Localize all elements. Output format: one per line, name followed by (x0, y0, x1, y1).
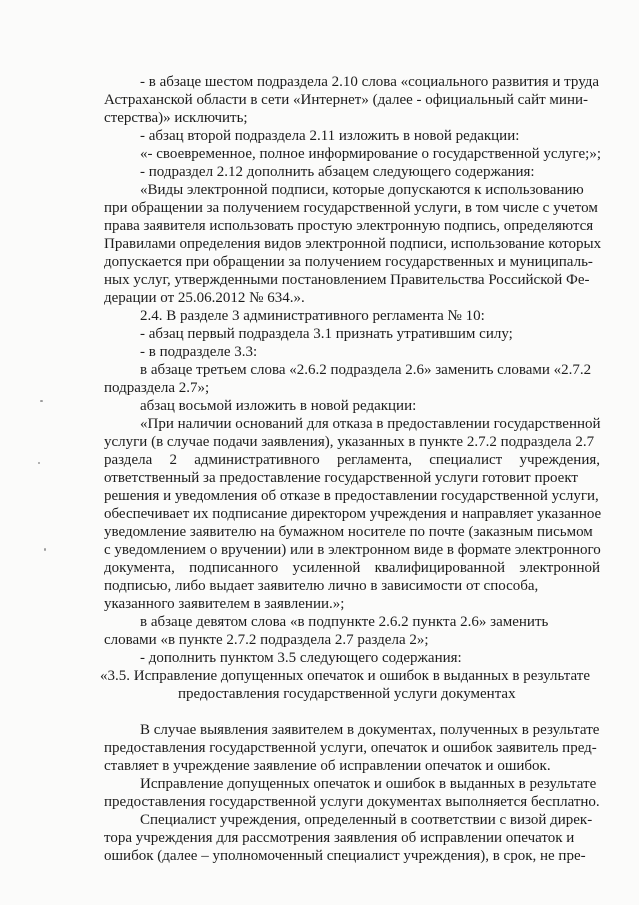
text-line: - в подразделе 3.3: (140, 344, 258, 360)
text-line: В случае выявления заявителем в документах, полученных в результате (140, 722, 600, 738)
text-line: при обращении за получением государственной услуги, в том числе с учетом (104, 200, 598, 216)
text-line: услуги (в случае подачи заявления), указанных в пункте 2.7.2 подраздела 2.7 (104, 434, 595, 450)
text-line: Специалист учреждения, определенный в соответствии с визой дирек- (140, 812, 593, 828)
scan-speck (38, 462, 40, 464)
text-line: стерства)» исключить; (104, 110, 248, 126)
text-line: допускается при обращении за получением государственных и муниципаль- (104, 254, 593, 270)
text-line: решения и уведомления об отказе в предоставлении государственной услуги, (104, 488, 599, 504)
text-line: с уведомлением о вручении) или в электронном виде в формате электронного (104, 542, 601, 558)
text-line: документа, подписанного усиленной квалифицированной электронной (104, 560, 600, 576)
text-line: абзац восьмой изложить в новой редакции: (140, 398, 417, 414)
text-line: в абзаце девятом слова «в подпункте 2.6.2 пункта 2.6» заменить (140, 614, 549, 630)
text-line: - абзац первый подраздела 3.1 признать утратившим силу; (140, 326, 513, 342)
text-line: ставляет в учреждение заявление об исправлении опечаток и ошибок. (104, 758, 551, 774)
text-line: Исправление допущенных опечаток и ошибок в выданных в результате (140, 776, 597, 792)
text-line: «При наличии оснований для отказа в предоставлении государственной (140, 416, 601, 432)
text-line: Правилами определения видов электронной подписи, использование которых (104, 236, 602, 252)
text-line: уведомление заявителю на бумажном носителе по почте (заказным письмом (104, 524, 593, 540)
text-line: предоставления государственной услуги, опечаток и ошибок заявитель пред- (104, 740, 597, 756)
text-line: обеспечивает их подписание директором учреждения и направляет указанное (104, 506, 602, 522)
text-line: раздела 2 административного регламента, специалист учреждения, (104, 452, 600, 468)
text-line: права заявителя использовать простую электронную подпись, определяются (104, 218, 594, 234)
text-line: - дополнить пунктом 3.5 следующего содержания: (140, 650, 462, 666)
text-line: дерации от 25.06.2012 № 634.». (104, 290, 305, 306)
text-line: - подраздел 2.12 дополнить абзацем следующего содержания: (140, 164, 535, 180)
scan-speck (44, 548, 46, 551)
text-line: - абзац второй подраздела 2.11 изложить в новой редакции: (140, 128, 520, 144)
text-line: тора учреждения для рассмотрения заявления об исправлении опечаток и (104, 830, 575, 846)
text-line: в абзаце третьем слова «2.6.2 подраздела 2.6» заменить словами «2.7.2 (140, 362, 592, 378)
text-line: предоставления государственной услуги документах выполняется бесплатно. (104, 794, 600, 810)
scan-speck (40, 400, 43, 402)
section-heading: «3.5. Исправление допущенных опечаток и ошибок в выданных в результате (100, 668, 590, 684)
text-line: словами «в пункте 2.7.2 подраздела 2.7 раздела 2»; (104, 632, 429, 648)
section-heading: предоставления государственной услуги документах (178, 686, 516, 702)
text-line: Астраханской области в сети «Интернет» (далее - официальный сайт мини- (104, 92, 588, 108)
text-line: ных услуг, утвержденными постановлением Правительства Российской Фе- (104, 272, 590, 288)
text-line: «- своевременное, полное информирование о государственной услуге;»; (140, 146, 602, 162)
text-line: указанного заявителем в заявлении.»; (104, 596, 345, 612)
text-line: «Виды электронной подписи, которые допускаются к использованию (140, 182, 584, 198)
text-line: 2.4. В разделе 3 административного регламента № 10: (140, 308, 485, 324)
text-line: ошибок (далее – уполномоченный специалист учреждения), в срок, не пре- (104, 848, 586, 864)
text-line: подраздела 2.7»; (104, 380, 210, 396)
text-line: ответственный за предоставление государственной услуги готовит проект (104, 470, 578, 486)
text-line: подписью, либо выдает заявителю лично в зависимости от способа, (104, 578, 539, 594)
text-line: - в абзаце шестом подраздела 2.10 слова «социального развития и труда (140, 74, 600, 90)
